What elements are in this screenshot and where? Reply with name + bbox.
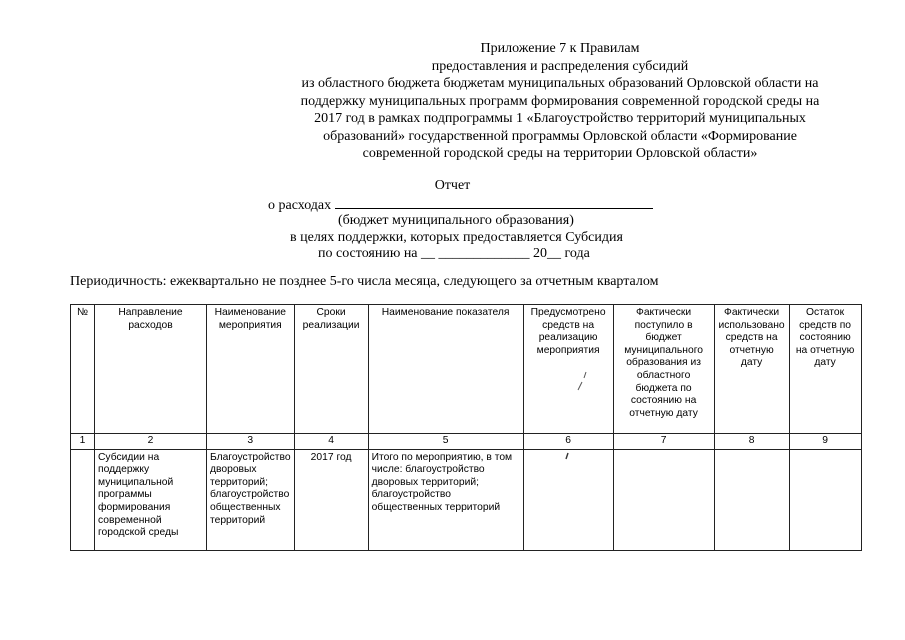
purpose-line: в целях поддержки, которых предоставляется Субсидия bbox=[290, 230, 623, 245]
as-of-line: по состоянию на __ _____________ 20__ года bbox=[318, 246, 590, 261]
column-number: 4 bbox=[294, 434, 368, 450]
expenses-blank-line bbox=[335, 196, 653, 209]
periodicity-note: Периодичность: ежеквартально не позднее 5-го числа месяца, следующего за отчетным кварталом bbox=[70, 274, 659, 289]
appendix-line: Приложение 7 к Правилам bbox=[480, 41, 640, 56]
header-cell-indicator: Наименование показателя bbox=[368, 305, 523, 434]
header-cell-received: Фактически поступило в бюджет муниципального образования из областного бюджета по состоянию на отчетную дату bbox=[613, 305, 714, 434]
cell-direction: Субсидии на поддержку муниципальной программы формирования современной городской среды bbox=[95, 449, 207, 550]
cell-used bbox=[714, 449, 789, 550]
appendix-line: из областного бюджета бюджетам муниципальных образований Орловской области на bbox=[301, 76, 819, 91]
header-cell-planned: Предусмотрено средств на реализацию мероприятия bbox=[523, 305, 613, 434]
expenses-label: о расходах bbox=[268, 198, 332, 213]
column-number: 5 bbox=[368, 434, 523, 450]
column-number: 2 bbox=[95, 434, 207, 450]
header-cell-balance: Остаток средств по состоянию на отчетную дату bbox=[789, 305, 861, 434]
cell-balance bbox=[789, 449, 861, 550]
column-number: 7 bbox=[613, 434, 714, 450]
expenses-line bbox=[268, 196, 653, 214]
stray-pen-mark bbox=[572, 370, 592, 394]
header-cell-terms: Сроки реализации bbox=[294, 305, 368, 434]
report-title: Отчет bbox=[434, 178, 471, 193]
appendix-line: 2017 год в рамках подпрограммы 1 «Благоустройство территорий муниципальных bbox=[314, 111, 806, 126]
cell-received bbox=[613, 449, 714, 550]
appendix-line: поддержку муниципальных программ формирования современной городской среды на bbox=[300, 93, 820, 109]
table-header-row bbox=[71, 305, 862, 434]
budget-caption: (бюджет муниципального образования) bbox=[338, 213, 574, 228]
appendix-line: современной городской среды на территории Орловской области» bbox=[362, 146, 758, 161]
appendix-header bbox=[255, 40, 865, 163]
column-number: 9 bbox=[789, 434, 861, 450]
header-cell-used: Фактически использовано средств на отчетную дату bbox=[714, 305, 789, 434]
column-number: 8 bbox=[714, 434, 789, 450]
table-row bbox=[71, 449, 862, 550]
stray-pen-mark bbox=[563, 452, 571, 462]
table-number-row bbox=[71, 434, 862, 450]
cell-number bbox=[71, 449, 95, 550]
appendix-line: образований» государственной программы Орловской области «Формирование bbox=[323, 128, 797, 144]
report-table bbox=[70, 304, 862, 551]
cell-indicator: Итого по мероприятию, в том числе: благоустройство дворовых территорий; благоустройство общественных территорий bbox=[368, 449, 523, 550]
cell-planned bbox=[523, 449, 613, 550]
column-number: 6 bbox=[523, 434, 613, 450]
column-number: 3 bbox=[207, 434, 295, 450]
cell-activity: Благоустройство дворовых территорий; благоустройство общественных территорий bbox=[207, 449, 295, 550]
header-cell-activity: Наименование мероприятия bbox=[207, 305, 295, 434]
appendix-line: предоставления и распределения субсидий bbox=[431, 58, 689, 74]
header-cell-direction: Направление расходов bbox=[95, 305, 207, 434]
column-number: 1 bbox=[71, 434, 95, 450]
header-cell-number: № bbox=[71, 305, 95, 434]
cell-terms: 2017 год bbox=[294, 449, 368, 550]
